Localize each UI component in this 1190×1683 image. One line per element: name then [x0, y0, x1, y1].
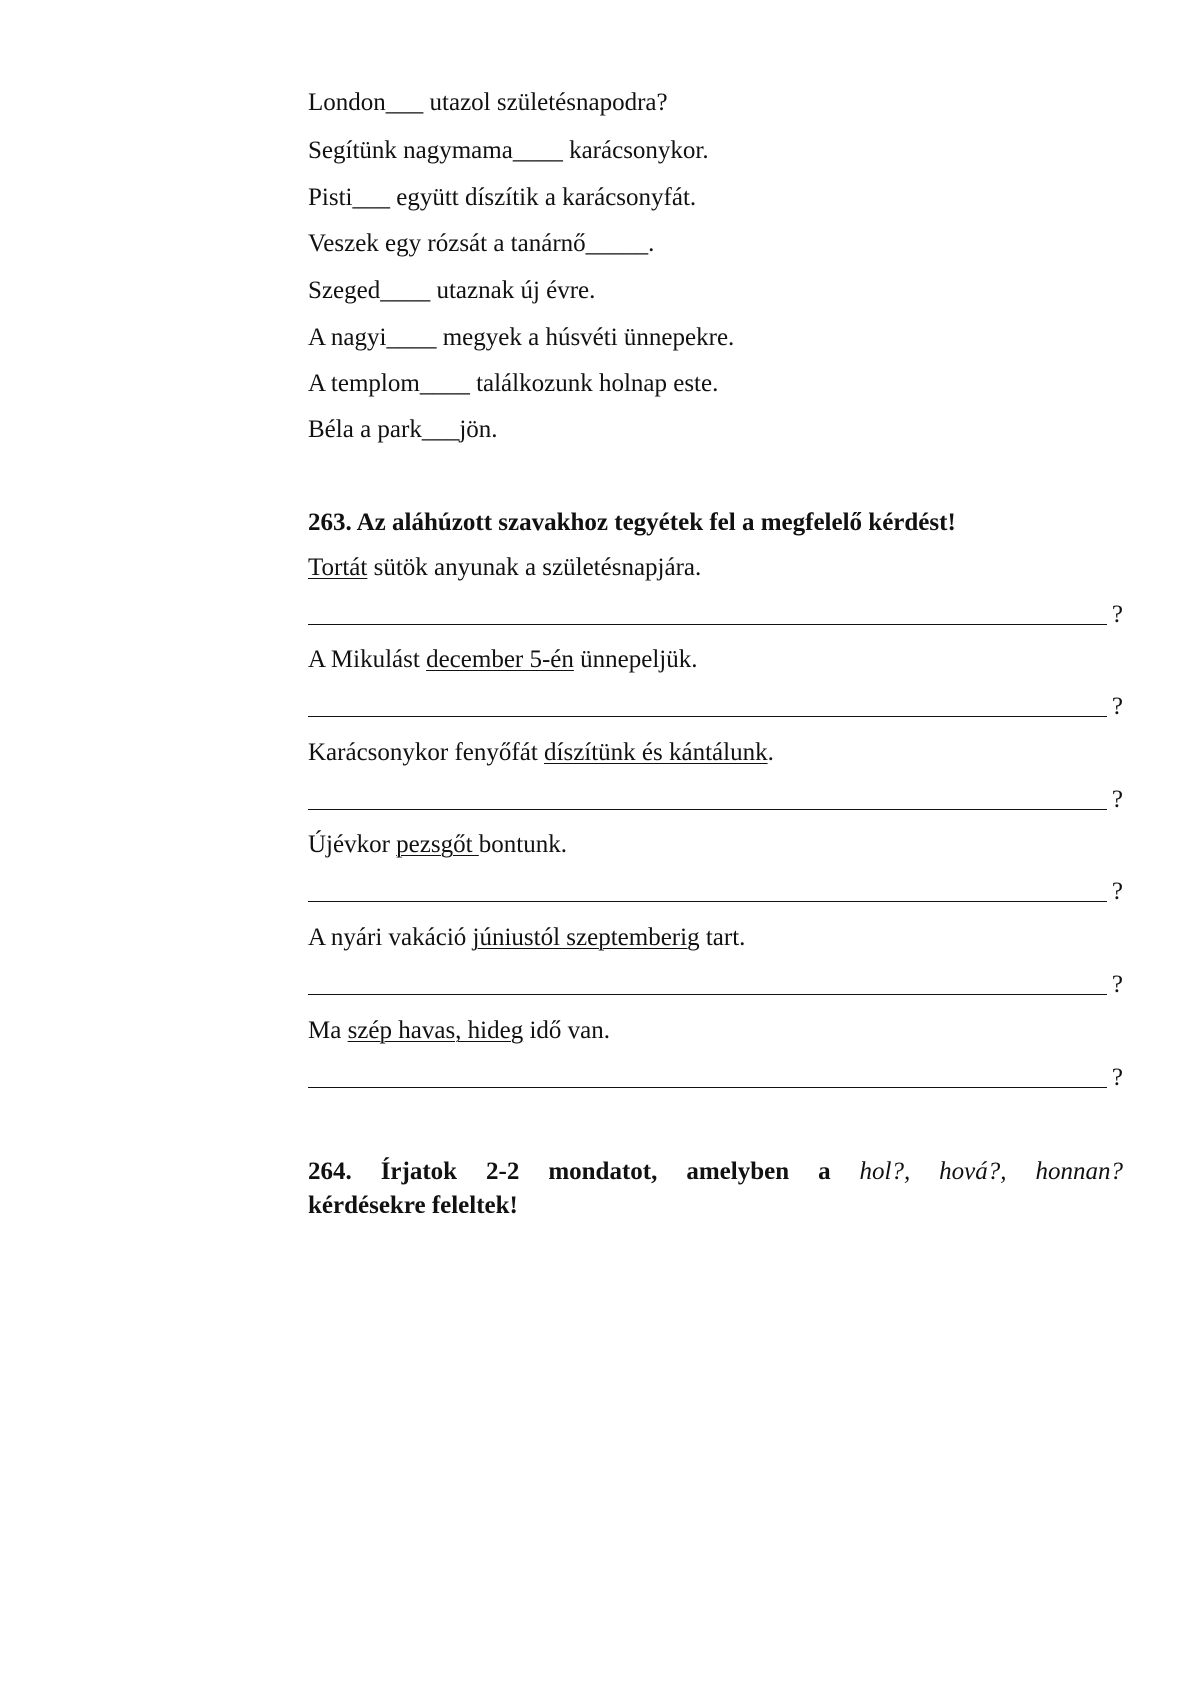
- question-mark: ?: [1111, 878, 1123, 905]
- question-sentence: [308, 738, 774, 768]
- exercise-263-heading: 263. Az aláhúzott szavakhoz tegyétek fel a megfelelő kérdést!: [308, 509, 956, 536]
- answer-line: [308, 624, 1107, 625]
- question-sentence: [308, 553, 701, 583]
- question-word: hol?,: [859, 1158, 911, 1185]
- sentence-text: megyek a húsvéti ünnepekre.: [436, 324, 735, 351]
- sentence-text: ünnepeljük.: [573, 646, 698, 673]
- blank: ____: [419, 370, 470, 397]
- sentence-text: A Mikulást: [308, 646, 427, 673]
- question-sentence: [308, 830, 567, 860]
- sentence-text: bontunk.: [478, 831, 567, 858]
- underlined-word: júniustól szeptemberig: [472, 924, 700, 951]
- sentence-text: Újévkor: [308, 831, 397, 858]
- sentence-text: .: [648, 230, 655, 257]
- underlined-word: szép havas, hideg: [347, 1017, 524, 1044]
- fill-sentence: [308, 136, 709, 166]
- fill-sentence: [308, 323, 734, 353]
- question-mark: ?: [1111, 601, 1123, 628]
- question-sentence: [308, 1016, 610, 1046]
- exercise-number: 264.: [308, 1158, 352, 1185]
- answer-field[interactable]: [308, 969, 1123, 999]
- sentence-text: Béla a park: [308, 416, 422, 443]
- question-sentence: [308, 645, 698, 675]
- sentence-text: Karácsonykor fenyőfát: [308, 739, 545, 766]
- answer-field[interactable]: [308, 876, 1123, 906]
- question-mark: ?: [1111, 693, 1123, 720]
- heading-word: 2-2: [486, 1158, 520, 1185]
- underlined-word: pezsgőt: [396, 831, 479, 858]
- blank: _____: [585, 230, 649, 257]
- sentence-text: Segítünk nagymama: [308, 137, 513, 164]
- blank: ___: [385, 89, 424, 116]
- answer-field[interactable]: [308, 784, 1123, 814]
- exercise-264-heading: [308, 1155, 1123, 1223]
- exercise-264-line-2: kérdésekre feleltek!: [308, 1192, 518, 1219]
- question-mark: ?: [1111, 1064, 1123, 1091]
- exercise-264-line-1: [308, 1155, 1123, 1189]
- sentence-text: A nagyi: [308, 324, 387, 351]
- answer-line: [308, 716, 1107, 717]
- question-sentence: [308, 923, 745, 953]
- underlined-word: díszítünk és kántálunk: [544, 739, 768, 766]
- sentence-text: találkozunk holnap este.: [469, 370, 719, 397]
- sentence-text: London: [308, 89, 386, 116]
- sentence-text: Szeged: [308, 277, 381, 304]
- blank: ___: [421, 416, 460, 443]
- heading-word: amelyben: [686, 1158, 790, 1185]
- blank: ___: [352, 184, 390, 211]
- question-word: hová?,: [939, 1158, 1007, 1185]
- fill-sentence: [308, 276, 595, 306]
- fill-sentence: [308, 229, 654, 259]
- fill-sentence: [308, 415, 498, 445]
- blank: ____: [380, 277, 431, 304]
- answer-field[interactable]: [308, 691, 1123, 721]
- heading-word: a: [818, 1158, 831, 1185]
- sentence-text: utazol születésnapodra?: [423, 89, 668, 116]
- underlined-word: december 5-én: [426, 646, 574, 673]
- sentence-text: sütök anyunak a születésnapjára.: [367, 554, 702, 581]
- answer-field[interactable]: [308, 599, 1123, 629]
- sentence-text: idő van.: [523, 1017, 611, 1044]
- sentence-text: jön.: [459, 416, 498, 443]
- sentence-text: .: [767, 739, 774, 766]
- question-mark: ?: [1111, 971, 1123, 998]
- sentence-text: utaznak új évre.: [430, 277, 596, 304]
- sentence-text: Veszek egy rózsát a tanárnő: [308, 230, 586, 257]
- question-mark: ?: [1111, 786, 1123, 813]
- fill-sentence: [308, 369, 718, 399]
- answer-line: [308, 901, 1107, 902]
- sentence-text: A nyári vakáció: [308, 924, 473, 951]
- answer-line: [308, 809, 1107, 810]
- sentence-text: Ma: [308, 1017, 348, 1044]
- blank: ____: [512, 137, 563, 164]
- sentence-text: együtt díszítik a karácsonyfát.: [389, 184, 697, 211]
- fill-sentence: [308, 183, 696, 213]
- answer-line: [308, 994, 1107, 995]
- heading-word: mondatot,: [548, 1158, 658, 1185]
- answer-line: [308, 1087, 1107, 1088]
- answer-field[interactable]: [308, 1062, 1123, 1092]
- sentence-text: karácsonykor.: [562, 137, 709, 164]
- blank: ____: [386, 324, 437, 351]
- underlined-word: Tortát: [308, 554, 368, 581]
- sentence-text: A templom: [308, 370, 420, 397]
- heading-word: Írjatok: [380, 1158, 458, 1185]
- question-word: honnan?: [1035, 1158, 1123, 1185]
- sentence-text: tart.: [699, 924, 746, 951]
- fill-sentence: [308, 88, 668, 118]
- sentence-text: Pisti: [308, 184, 353, 211]
